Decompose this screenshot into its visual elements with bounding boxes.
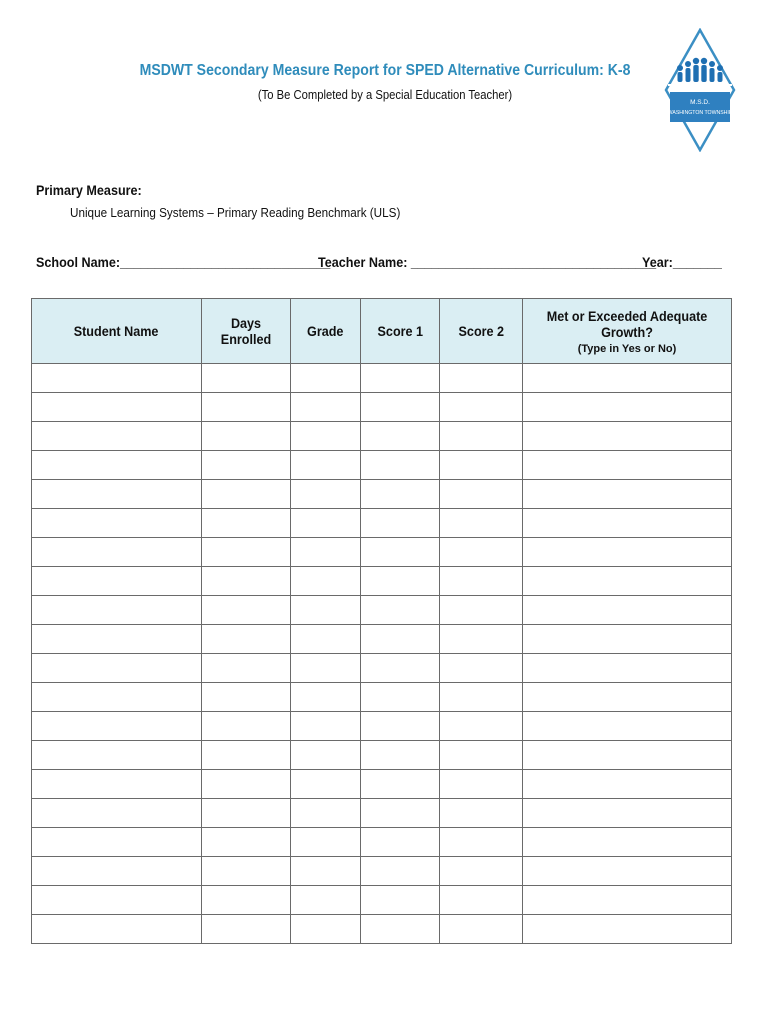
adequate-growth-cell[interactable] [523, 741, 732, 770]
adequate-growth-cell[interactable] [523, 915, 732, 944]
adequate-growth-note: (Type in Yes or No) [577, 342, 677, 355]
student-name-cell[interactable] [32, 828, 202, 857]
student-name-cell[interactable] [32, 364, 202, 393]
days-enrolled-cell[interactable] [202, 393, 291, 422]
score-2-cell[interactable] [440, 451, 523, 480]
column-header-score-1: Score 1 [361, 299, 440, 364]
table-row [32, 509, 732, 538]
grade-cell[interactable] [291, 393, 361, 422]
primary-measure-value: Unique Learning Systems – Primary Reading Benchmark (ULS) [70, 205, 401, 220]
student-name-cell[interactable] [32, 625, 202, 654]
score-1-cell[interactable] [361, 886, 440, 915]
score-2-cell[interactable] [440, 712, 523, 741]
page-subtitle: (To Be Completed by a Special Education Teacher) [257, 88, 513, 102]
grade-cell[interactable] [291, 596, 361, 625]
student-name-cell[interactable] [32, 683, 202, 712]
logo-line1: M.S.D. [690, 99, 710, 106]
student-name-cell[interactable] [32, 741, 202, 770]
column-header-grade: Grade [291, 299, 361, 364]
student-name-cell[interactable] [32, 422, 202, 451]
score-1-cell[interactable] [361, 828, 440, 857]
adequate-growth-cell[interactable] [523, 422, 732, 451]
days-enrolled-cell[interactable] [202, 509, 291, 538]
adequate-growth-cell[interactable] [523, 451, 732, 480]
adequate-growth-cell[interactable] [523, 828, 732, 857]
teacher-name-field[interactable]: Teacher Name: ___________________________________ [318, 254, 657, 270]
student-name-cell[interactable] [32, 799, 202, 828]
grade-cell[interactable] [291, 683, 361, 712]
table-row [32, 451, 732, 480]
adequate-growth-cell[interactable] [523, 480, 732, 509]
table-row [32, 741, 732, 770]
table-row [32, 886, 732, 915]
grade-cell[interactable] [291, 712, 361, 741]
table-row [32, 712, 732, 741]
score-2-cell[interactable] [440, 364, 523, 393]
grade-cell[interactable] [291, 654, 361, 683]
score-1-cell[interactable] [361, 741, 440, 770]
days-enrolled-cell[interactable] [202, 857, 291, 886]
adequate-growth-cell[interactable] [523, 538, 732, 567]
school-name-field[interactable]: School Name:______________________________ [36, 254, 331, 270]
student-name-cell[interactable] [32, 538, 202, 567]
table-row [32, 683, 732, 712]
adequate-growth-cell[interactable] [523, 596, 732, 625]
grade-cell[interactable] [291, 886, 361, 915]
score-1-cell[interactable] [361, 538, 440, 567]
grade-cell[interactable] [291, 828, 361, 857]
table-row [32, 770, 732, 799]
score-1-cell[interactable] [361, 451, 440, 480]
days-enrolled-cell[interactable] [202, 625, 291, 654]
adequate-growth-cell[interactable] [523, 683, 732, 712]
score-2-cell[interactable] [440, 915, 523, 944]
grade-cell[interactable] [291, 538, 361, 567]
score-2-cell[interactable] [440, 799, 523, 828]
score-1-cell[interactable] [361, 683, 440, 712]
adequate-growth-cell[interactable] [523, 886, 732, 915]
days-enrolled-cell[interactable] [202, 654, 291, 683]
score-2-cell[interactable] [440, 857, 523, 886]
score-1-cell[interactable] [361, 654, 440, 683]
score-2-cell[interactable] [440, 828, 523, 857]
score-2-cell[interactable] [440, 770, 523, 799]
score-2-cell[interactable] [440, 538, 523, 567]
student-name-cell[interactable] [32, 915, 202, 944]
score-1-cell[interactable] [361, 364, 440, 393]
adequate-growth-cell[interactable] [523, 799, 732, 828]
table-row [32, 422, 732, 451]
grade-cell[interactable] [291, 567, 361, 596]
student-name-cell[interactable] [32, 596, 202, 625]
score-2-cell[interactable] [440, 567, 523, 596]
district-logo [664, 28, 736, 152]
days-enrolled-cell[interactable] [202, 567, 291, 596]
student-name-cell[interactable] [32, 770, 202, 799]
grade-cell[interactable] [291, 741, 361, 770]
grade-cell[interactable] [291, 451, 361, 480]
score-2-cell[interactable] [440, 393, 523, 422]
days-enrolled-cell[interactable] [202, 364, 291, 393]
days-enrolled-cell[interactable] [202, 915, 291, 944]
score-2-cell[interactable] [440, 654, 523, 683]
score-1-cell[interactable] [361, 509, 440, 538]
days-enrolled-cell[interactable] [202, 712, 291, 741]
table-row [32, 654, 732, 683]
grade-cell[interactable] [291, 364, 361, 393]
table-row [32, 480, 732, 509]
column-header-student-name: Student Name [32, 299, 202, 364]
student-name-cell[interactable] [32, 857, 202, 886]
score-1-cell[interactable] [361, 770, 440, 799]
grade-cell[interactable] [291, 422, 361, 451]
adequate-growth-cell[interactable] [523, 712, 732, 741]
student-report-table [31, 298, 732, 944]
table-row [32, 625, 732, 654]
logo-line2: WASHINGTON TOWNSHIP [667, 110, 733, 116]
table-row [32, 567, 732, 596]
days-enrolled-cell[interactable] [202, 683, 291, 712]
days-enrolled-cell[interactable] [202, 451, 291, 480]
grade-cell[interactable] [291, 915, 361, 944]
table-row [32, 393, 732, 422]
table-header-row [32, 299, 732, 364]
score-1-cell[interactable] [361, 567, 440, 596]
score-1-cell[interactable] [361, 596, 440, 625]
score-1-cell[interactable] [361, 422, 440, 451]
score-1-cell[interactable] [361, 393, 440, 422]
adequate-growth-cell[interactable] [523, 654, 732, 683]
score-1-cell[interactable] [361, 480, 440, 509]
adequate-growth-cell[interactable] [523, 770, 732, 799]
days-enrolled-cell[interactable] [202, 770, 291, 799]
score-2-cell[interactable] [440, 625, 523, 654]
table-row [32, 915, 732, 944]
score-2-cell[interactable] [440, 741, 523, 770]
grade-cell[interactable] [291, 799, 361, 828]
student-name-cell[interactable] [32, 567, 202, 596]
table-row [32, 857, 732, 886]
score-1-cell[interactable] [361, 857, 440, 886]
days-enrolled-cell[interactable] [202, 886, 291, 915]
page-title: MSDWT Secondary Measure Report for SPED Alternative Curriculum: K-8 [139, 62, 631, 79]
grade-cell[interactable] [291, 509, 361, 538]
table-row [32, 364, 732, 393]
adequate-growth-cell[interactable] [523, 393, 732, 422]
score-1-cell[interactable] [361, 712, 440, 741]
adequate-growth-cell[interactable] [523, 509, 732, 538]
days-enrolled-cell[interactable] [202, 538, 291, 567]
score-1-cell[interactable] [361, 625, 440, 654]
grade-cell[interactable] [291, 857, 361, 886]
score-1-cell[interactable] [361, 799, 440, 828]
student-name-cell[interactable] [32, 451, 202, 480]
days-enrolled-cell[interactable] [202, 596, 291, 625]
days-enrolled-cell[interactable] [202, 480, 291, 509]
score-2-cell[interactable] [440, 509, 523, 538]
days-enrolled-cell[interactable] [202, 828, 291, 857]
column-header-score-2: Score 2 [440, 299, 523, 364]
days-enrolled-cell[interactable] [202, 799, 291, 828]
table-row [32, 828, 732, 857]
score-2-cell[interactable] [440, 596, 523, 625]
adequate-growth-cell[interactable] [523, 567, 732, 596]
score-1-cell[interactable] [361, 915, 440, 944]
adequate-growth-cell[interactable] [523, 857, 732, 886]
column-header-adequate-growth: Met or Exceeded Adequate Growth? (Type in Yes or No) [523, 299, 732, 364]
student-name-cell[interactable] [32, 480, 202, 509]
student-name-cell[interactable] [32, 509, 202, 538]
student-name-cell[interactable] [32, 712, 202, 741]
score-2-cell[interactable] [440, 886, 523, 915]
student-name-cell[interactable] [32, 654, 202, 683]
score-2-cell[interactable] [440, 683, 523, 712]
grade-cell[interactable] [291, 480, 361, 509]
adequate-growth-cell[interactable] [523, 625, 732, 654]
table-row [32, 596, 732, 625]
primary-measure-label: Primary Measure: [36, 182, 142, 198]
score-2-cell[interactable] [440, 422, 523, 451]
days-enrolled-cell[interactable] [202, 741, 291, 770]
table-row [32, 538, 732, 567]
student-name-cell[interactable] [32, 393, 202, 422]
adequate-growth-cell[interactable] [523, 364, 732, 393]
column-header-days-enrolled: Days Enrolled [202, 299, 291, 364]
table-row [32, 799, 732, 828]
days-enrolled-cell[interactable] [202, 422, 291, 451]
student-name-cell[interactable] [32, 886, 202, 915]
score-2-cell[interactable] [440, 480, 523, 509]
year-field[interactable]: Year:_______ [642, 254, 722, 270]
grade-cell[interactable] [291, 770, 361, 799]
grade-cell[interactable] [291, 625, 361, 654]
